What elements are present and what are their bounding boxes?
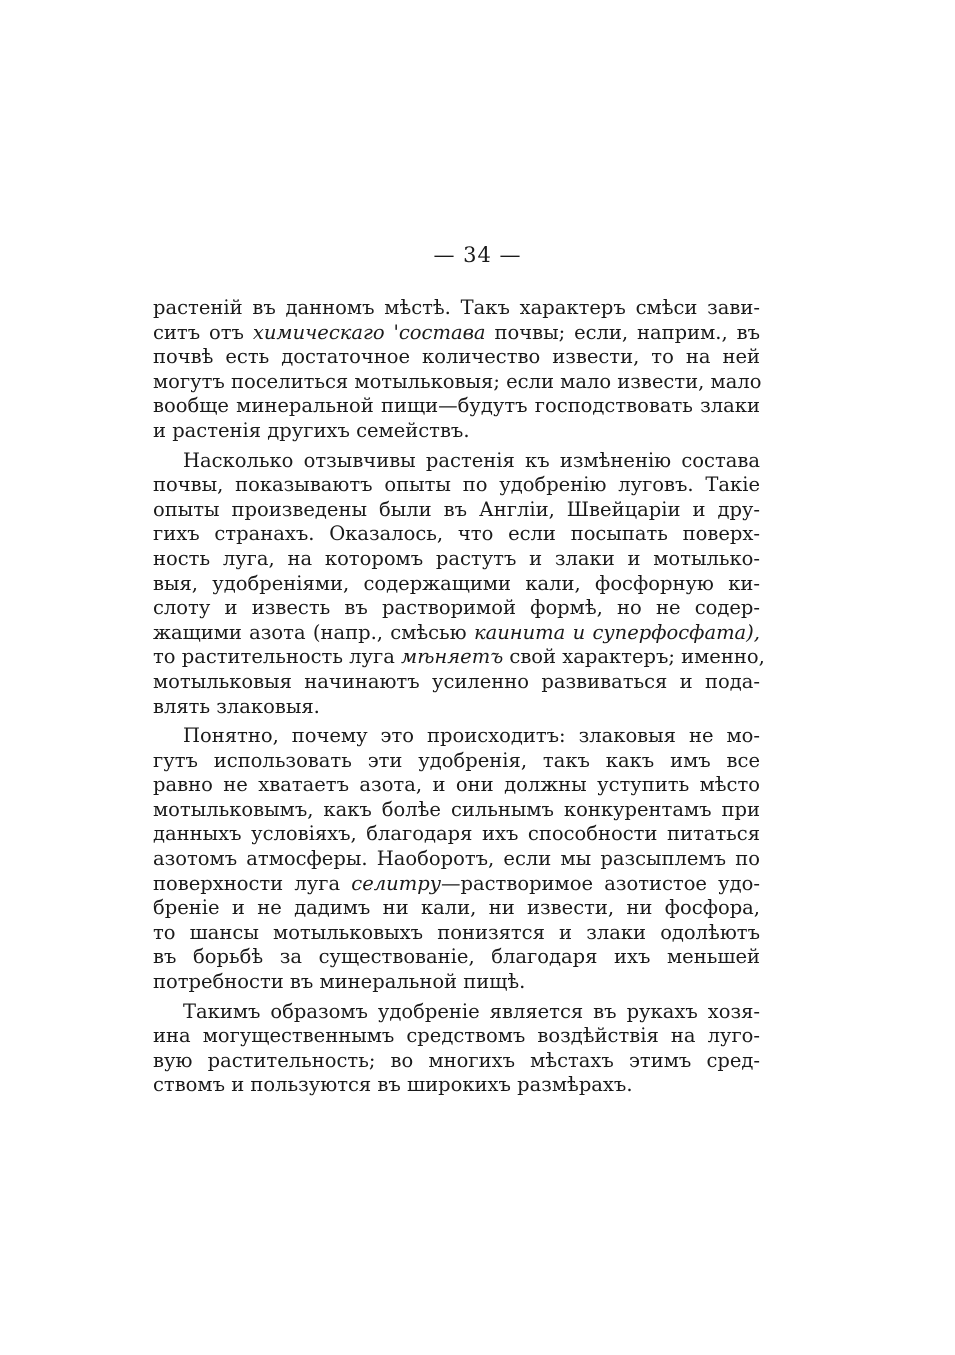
- text-line: Понятно, почему это происходитъ: злаковыя не мо-: [183, 724, 760, 748]
- paragraph: [153, 448, 765, 720]
- paragraph: [153, 724, 760, 995]
- text-line: опыты произведены были въ Англіи, Швейцаріи и дру-: [153, 497, 760, 521]
- text-line: почвѣ есть достаточное количество извести, то на ней: [153, 345, 760, 369]
- text-line: ность луга, на которомъ растутъ и злаки и мотылько-: [153, 546, 760, 570]
- text-line: вую растительность; во многихъ мѣстахъ этимъ сред-: [153, 1048, 760, 1072]
- text-line: гутъ использовать эти удобренія, такъ какъ имъ все: [153, 748, 760, 772]
- text-line: растеній въ данномъ мѣстѣ. Такъ характеръ смѣси зави-: [153, 296, 760, 319]
- text-line: почвы, показываютъ опыты по удобренію луговъ. Такіе: [153, 473, 760, 497]
- text-line: выя, удобреніями, содержащими кали, фосфорную ки-: [153, 571, 760, 595]
- text-line: равно не хватаетъ азота, и они должны уступить мѣсто: [153, 773, 760, 797]
- text-line: то растительность луга мѣняетъ свой характеръ; именно,: [153, 645, 765, 669]
- text-line: мотыльковымъ, какъ болѣе сильнымъ конкурентамъ при: [153, 797, 760, 821]
- text-line: Такимъ образомъ удобреніе является въ рукахъ хозя-: [183, 999, 760, 1023]
- text-line: ситъ отъ химическаго 'состава почвы; если, наприм., въ: [153, 320, 760, 344]
- text-line: слоту и известь въ растворимой формѣ, но не содер-: [153, 596, 760, 620]
- text-line: Насколько отзывчивы растенія къ измѣненію состава: [183, 448, 760, 472]
- text-line: ствомъ и пользуются въ широкихъ размѣрахъ.: [153, 1073, 633, 1097]
- text-line: гихъ странахъ. Оказалось, что если посыпать поверх-: [153, 522, 760, 546]
- paragraph: [153, 296, 760, 444]
- paragraph: [153, 1000, 760, 1098]
- text-line: ина могущественнымъ средствомъ воздѣйствія на луго-: [153, 1024, 760, 1048]
- text-line: жащими азота (напр., смѣсью каинита и суперфосфата),: [153, 620, 760, 644]
- page-number: — 34 —: [433, 243, 522, 267]
- text-line: вообще минеральной пищи—будутъ господствовать злаки: [153, 394, 760, 418]
- body-text: [153, 296, 765, 1098]
- text-line: то шансы мотыльковыхъ понизятся и злаки одолѣютъ: [153, 920, 760, 944]
- text-line: бреніе и не дадимъ ни кали, ни извести, ни фосфора,: [153, 896, 760, 920]
- text-line: и растенія другихъ семействъ.: [153, 418, 470, 442]
- text-line: данныхъ условіяхъ, благодаря ихъ способности питаться: [153, 822, 760, 846]
- text-line: влять злаковыя.: [153, 694, 320, 718]
- text-line: въ борьбѣ за существованіе, благодаря ихъ меньшей: [153, 945, 760, 969]
- text-line: могутъ поселиться мотыльковыя; если мало извести, мало: [153, 369, 762, 393]
- text-line: мотыльковыя начинаютъ усиленно развиваться и пода-: [153, 669, 760, 693]
- text-line: поверхности луга селитру—растворимое азотистое удо-: [153, 871, 760, 895]
- text-line: азотомъ атмосферы. Наоборотъ, если мы разсыплемъ по: [153, 847, 760, 871]
- text-line: потребности въ минеральной пищѣ.: [153, 970, 526, 994]
